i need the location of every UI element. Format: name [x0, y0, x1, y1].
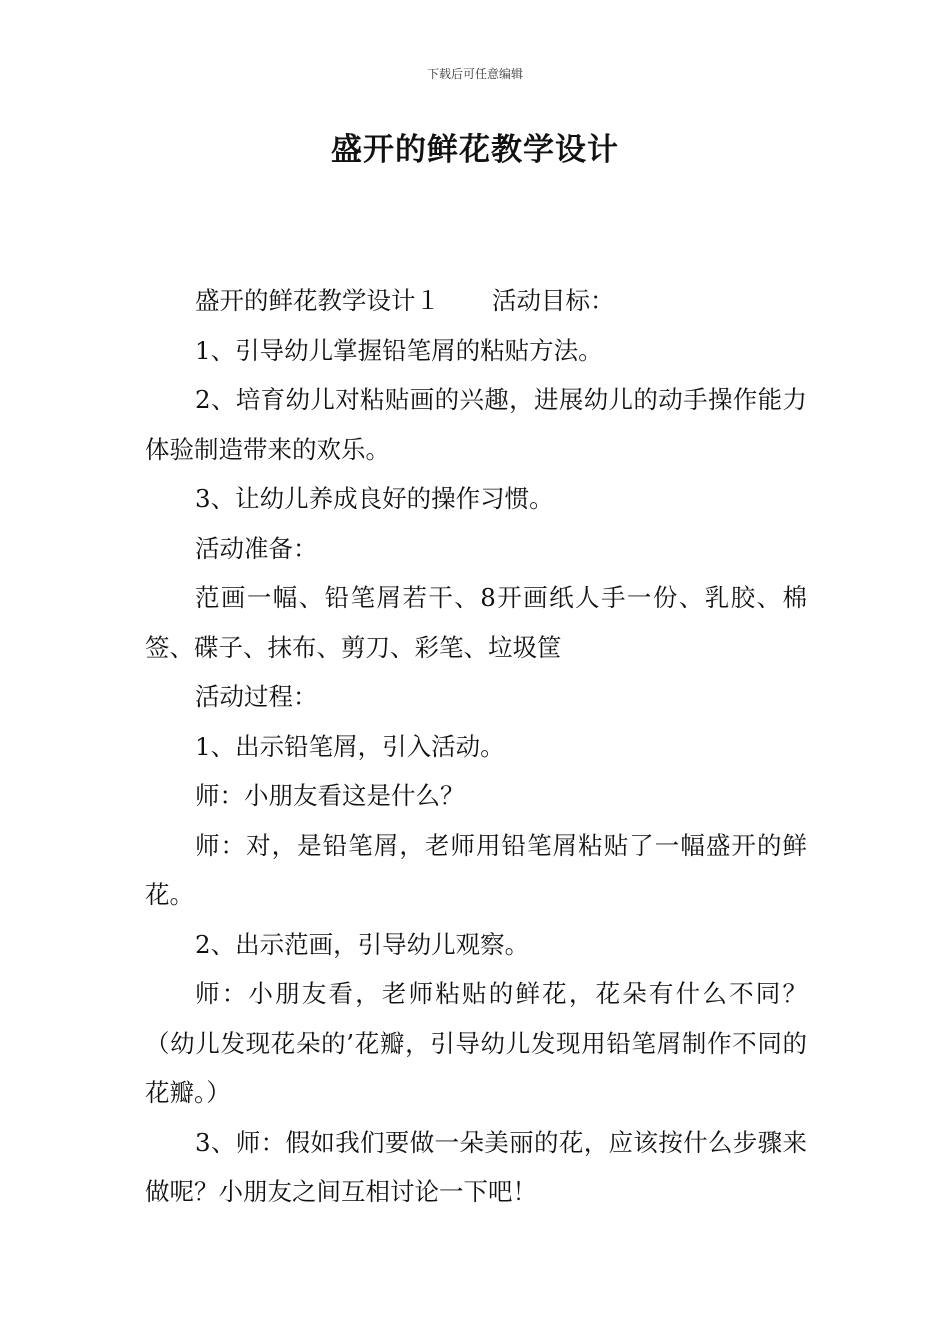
paragraph: 师：小朋友看，老师粘贴的鲜花，花朵有什么不同？（幼儿发现花朵的’花瓣，引导幼儿发现用铅笔屑制作不同的花瓣。）	[145, 979, 807, 1107]
paragraph: 1、出示铅笔屑，引入活动。	[195, 731, 505, 761]
goals-heading: 活动目标：	[492, 286, 615, 315]
paragraph: 师：对，是铅笔屑，老师用铅笔屑粘贴了一幅盛开的鲜花。	[145, 830, 807, 909]
paragraph: 3、让幼儿养成良好的操作习惯。	[195, 484, 554, 513]
paragraph: 1、引导幼儿掌握铅笔屑的粘贴方法。	[195, 335, 603, 365]
header-note: 下载后可任意编辑	[426, 67, 523, 81]
paragraph: 3、师：假如我们要做一朵美丽的花，应该按什么步骤来做呢？小朋友之间互相讨论一下吧！	[145, 1127, 807, 1206]
paragraph-intro	[145, 276, 807, 326]
document-title: 盛开的鲜花教学设计	[331, 132, 619, 168]
section-heading-process: 活动过程：	[195, 682, 318, 711]
intro-heading: 盛开的鲜花教学设计１	[195, 286, 440, 315]
section-heading-preparation: 活动准备：	[195, 533, 318, 563]
document-body	[145, 276, 807, 1217]
paragraph: 2、出示范画，引导幼儿观察。	[195, 929, 530, 959]
paragraph: 范画一幅、铅笔屑若干、8开画纸人手一份、乳胶、棉签、碟子、抹布、剪刀、彩笔、垃圾筐	[145, 583, 807, 662]
paragraph: 师：小朋友看这是什么？	[195, 781, 465, 810]
paragraph: 2、培育幼儿对粘贴画的兴趣，进展幼儿的动手操作能力体验制造带来的欢乐。	[145, 385, 807, 464]
